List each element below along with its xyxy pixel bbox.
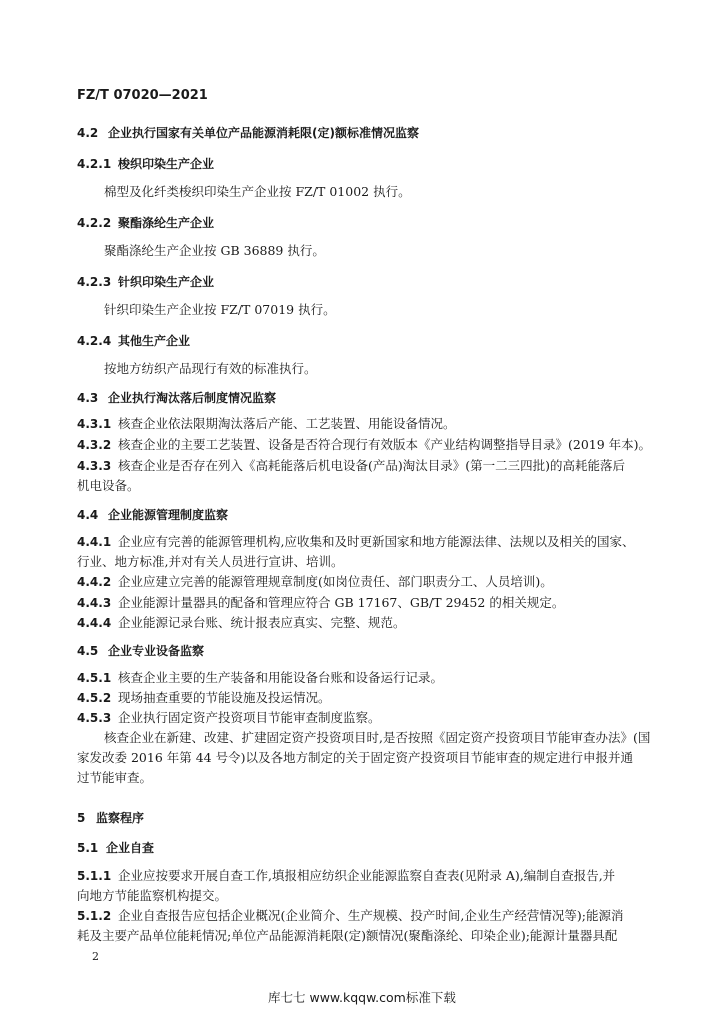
section-4-4-title: 企业能源管理制度监察	[108, 508, 229, 522]
clause-5-1-1-number: 5.1.1	[77, 869, 112, 883]
document-code: FZ/T 07020—2021	[77, 88, 208, 103]
section-5-1-title: 企业自查	[106, 841, 155, 855]
clause-4-4-2-number: 4.4.2	[77, 575, 112, 589]
section-4-3-number: 4.3	[77, 391, 99, 405]
section-5-title: 监察程序	[96, 811, 145, 825]
section-5-1-number: 5.1	[77, 841, 99, 855]
clause-4-4-3-text: 企业能源计量器具的配备和管理应符合 GB 17167、GB/T 29452 的相关规定。	[118, 595, 565, 610]
clause-4-5-3-paragraph-line1: 核查企业在新建、改建、扩建固定资产投资项目时,是否按照《固定资产投资项目节能审查办法》(国	[104, 730, 651, 745]
clause-4-5-2-number: 4.5.2	[77, 691, 112, 705]
footer-source: 库七七 www.kqqw.com标准下载	[268, 990, 456, 1005]
clause-4-3-2-number: 4.3.2	[77, 438, 112, 452]
clause-4-3-3-text-cont: 机电设备。	[77, 478, 140, 493]
section-4-5-number: 4.5	[77, 644, 99, 658]
clause-4-2-1-title: 梭织印染生产企业	[118, 157, 215, 171]
clause-4-2-1-text: 棉型及化纤类梭织印染生产企业按 FZ/T 01002 执行。	[104, 184, 411, 199]
clause-4-4-2-text: 企业应建立完善的能源管理规章制度(如岗位责任、部门职责分工、人员培训)。	[118, 574, 553, 589]
clause-4-3-1-number: 4.3.1	[77, 417, 112, 431]
clause-4-4-3-number: 4.4.3	[77, 596, 112, 610]
clause-4-2-4-title: 其他生产企业	[118, 334, 191, 348]
clause-4-4-4-number: 4.4.4	[77, 616, 112, 630]
clause-5-1-2-text: 企业自查报告应包括企业概况(企业简介、生产规模、投产时间,企业生产经营情况等);能源消	[118, 908, 624, 923]
clause-4-4-4-text: 企业能源记录台账、统计报表应真实、完整、规范。	[118, 615, 406, 630]
clause-5-1-1-text-cont: 向地方节能监察机构提交。	[77, 888, 228, 903]
clause-4-2-2-number: 4.2.2	[77, 216, 112, 230]
clause-4-3-1-text: 核查企业依法限期淘汰落后产能、工艺装置、用能设备情况。	[118, 416, 456, 431]
clause-4-5-3-paragraph-line3: 过节能审查。	[77, 770, 153, 785]
section-4-2-number: 4.2	[77, 126, 99, 140]
section-4-3-title: 企业执行淘汰落后制度情况监察	[108, 391, 277, 405]
clause-4-2-4-text: 按地方纺织产品现行有效的标准执行。	[104, 361, 317, 376]
section-4-2-title: 企业执行国家有关单位产品能源消耗限(定)额标准情况监察	[108, 126, 419, 140]
clause-4-4-1-number: 4.4.1	[77, 535, 112, 549]
clause-4-5-3-text: 企业执行固定资产投资项目节能审查制度监察。	[118, 710, 381, 725]
clause-4-5-1-text: 核查企业主要的生产装备和用能设备台账和设备运行记录。	[118, 670, 444, 685]
page-number: 2	[92, 950, 99, 963]
clause-4-3-2-text: 核查企业的主要工艺装置、设备是否符合现行有效版本《产业结构调整指导目录》(2019 年本)。	[118, 437, 652, 452]
clause-5-1-2-number: 5.1.2	[77, 909, 112, 923]
section-5-number: 5	[77, 811, 86, 825]
clause-4-5-3-paragraph-line2: 家发改委 2016 年第 44 号令)以及各地方制定的关于固定资产投资项目节能审查的规定进行申报并通	[77, 750, 633, 765]
clause-4-3-3-text: 核查企业是否存在列入《高耗能落后机电设备(产品)淘汰目录》(第一二三四批)的高耗能落后	[118, 458, 626, 473]
section-4-4-number: 4.4	[77, 508, 99, 522]
clause-4-2-2-title: 聚酯涤纶生产企业	[118, 216, 215, 230]
clause-5-1-1-text: 企业应按要求开展自查工作,填报相应纺织企业能源监察自查表(见附录 A),编制自查报告,并	[118, 868, 616, 883]
clause-4-2-2-text: 聚酯涤纶生产企业按 GB 36889 执行。	[104, 243, 325, 258]
clause-4-3-3-number: 4.3.3	[77, 459, 112, 473]
clause-4-2-3-text: 针织印染生产企业按 FZ/T 07019 执行。	[104, 302, 336, 317]
clause-4-5-3-number: 4.5.3	[77, 711, 112, 725]
clause-4-2-1-number: 4.2.1	[77, 157, 112, 171]
clause-4-2-3-title: 针织印染生产企业	[118, 275, 215, 289]
clause-4-2-3-number: 4.2.3	[77, 275, 112, 289]
clause-4-5-2-text: 现场抽查重要的节能设施及投运情况。	[118, 690, 331, 705]
clause-4-4-1-text-cont: 行业、地方标准,并对有关人员进行宣讲、培训。	[77, 554, 344, 569]
clause-5-1-2-text-cont: 耗及主要产品单位能耗情况;单位产品能源消耗限(定)额情况(聚酯涤纶、印染企业);能源计量器具配	[77, 928, 618, 943]
clause-4-5-1-number: 4.5.1	[77, 671, 112, 685]
clause-4-4-1-text: 企业应有完善的能源管理机构,应收集和及时更新国家和地方能源法律、法规以及相关的国家、	[118, 534, 635, 549]
clause-4-2-4-number: 4.2.4	[77, 334, 112, 348]
section-4-5-title: 企业专业设备监察	[108, 644, 205, 658]
